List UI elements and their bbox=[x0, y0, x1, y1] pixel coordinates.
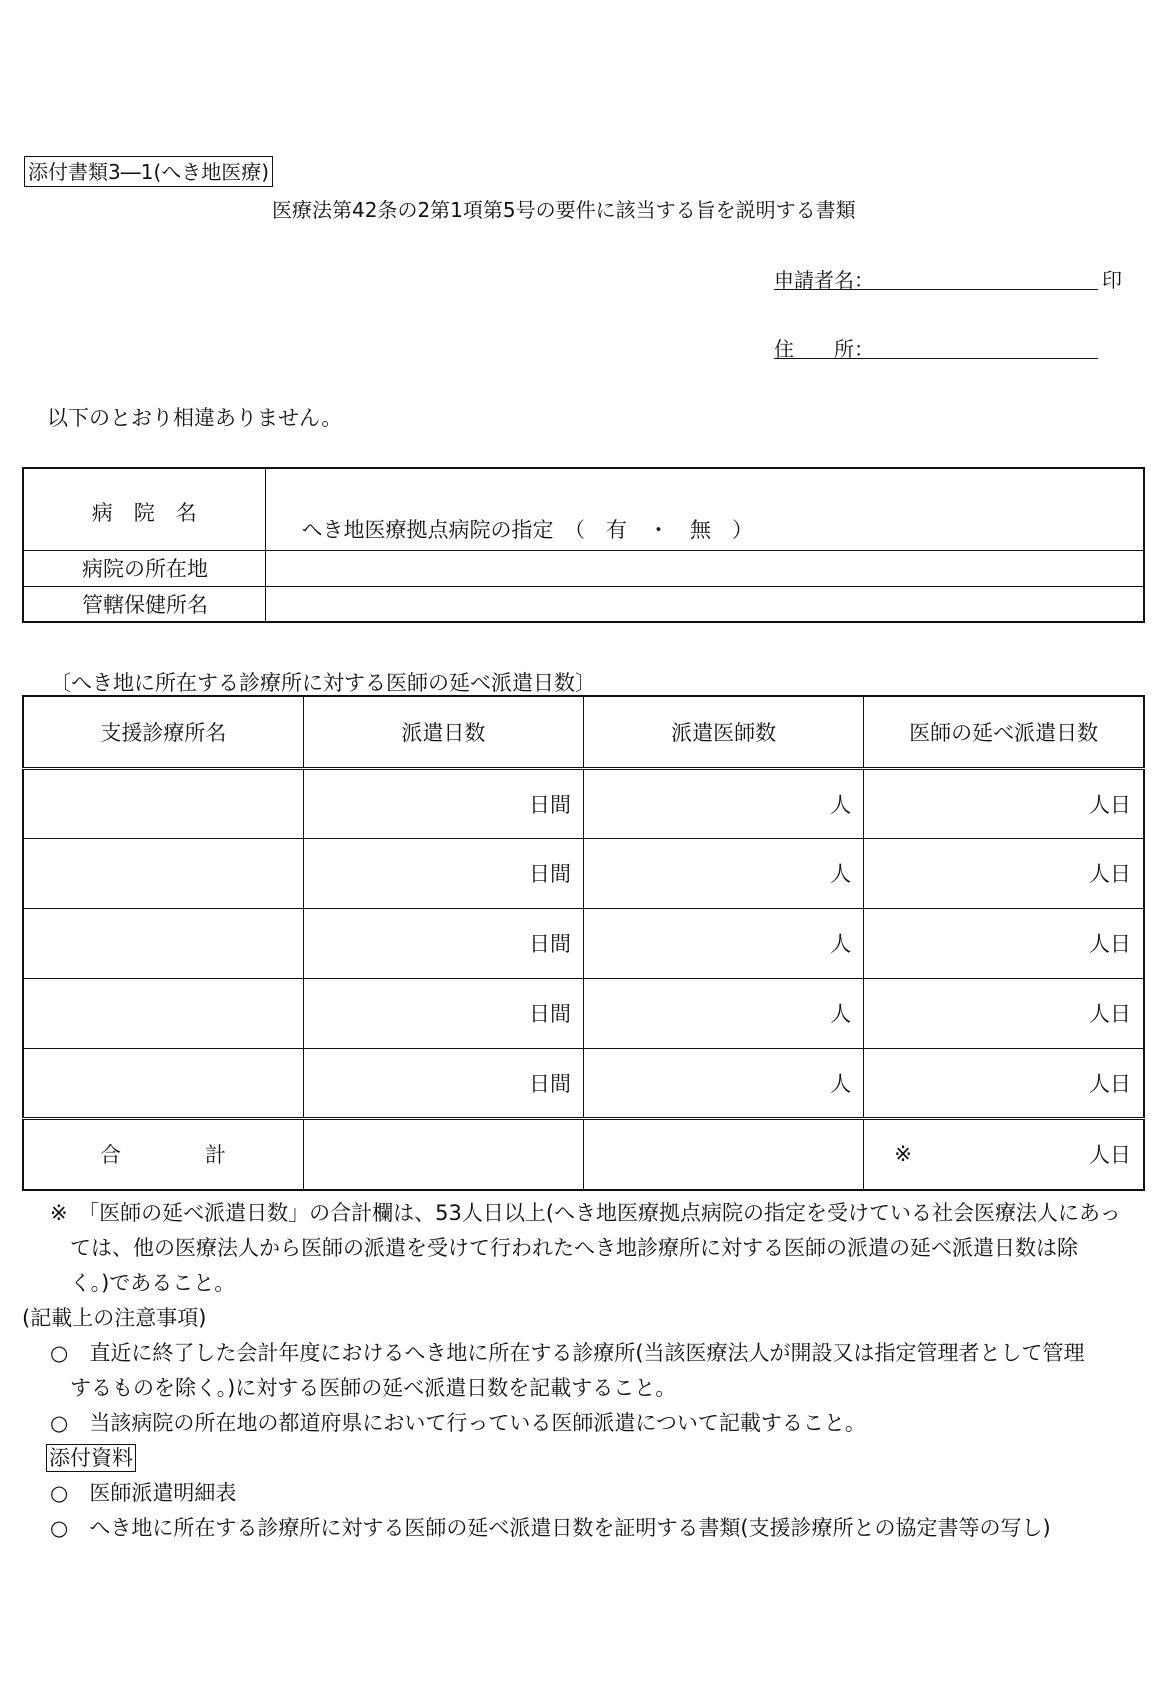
health-center-value[interactable] bbox=[265, 586, 1144, 622]
attachments-heading: 添付資料 bbox=[46, 1444, 136, 1472]
col-dispatch-days: 派遣日数 bbox=[303, 696, 583, 768]
hospital-location-value[interactable] bbox=[265, 550, 1144, 586]
days-cell[interactable]: 日間 bbox=[303, 908, 583, 978]
hospital-info-table bbox=[22, 467, 1145, 623]
doctors-cell[interactable]: 人 bbox=[584, 908, 864, 978]
person-days-cell[interactable]: 人日 bbox=[864, 838, 1144, 908]
doctors-cell[interactable]: 人 bbox=[584, 978, 864, 1048]
hospital-name-row bbox=[23, 468, 1144, 550]
days-cell[interactable]: 日間 bbox=[303, 978, 583, 1048]
days-cell[interactable]: 日間 bbox=[303, 1048, 583, 1118]
hospital-name-value[interactable] bbox=[265, 468, 1144, 550]
attachments-heading-wrap bbox=[46, 1441, 136, 1476]
doctors-cell[interactable]: 人 bbox=[584, 838, 864, 908]
applicant-address-line[interactable] bbox=[774, 358, 1098, 359]
doctors-cell[interactable]: 人 bbox=[584, 1048, 864, 1118]
days-cell[interactable]: 日間 bbox=[303, 838, 583, 908]
hospital-location-row bbox=[23, 550, 1144, 586]
applicant-name-label: 申請者名： bbox=[774, 268, 874, 292]
dispatch-header-row bbox=[23, 696, 1144, 768]
applicant-address-label: 住 所： bbox=[774, 337, 874, 361]
table-row bbox=[23, 1048, 1144, 1118]
total-label: 合 計 bbox=[23, 1118, 303, 1190]
document-tag: 添付書類3―1(へき地医療) bbox=[24, 156, 273, 187]
footnote-line-1: ※ 「医師の延べ派遣日数」の合計欄は、53人日以上(へき地医療拠点病院の指定を受けている社会医療法人にあっ bbox=[50, 1201, 1121, 1225]
clinic-name-cell[interactable] bbox=[23, 768, 303, 838]
seal-mark: 印 bbox=[1102, 268, 1122, 292]
person-days-cell[interactable]: 人日 bbox=[864, 978, 1144, 1048]
hub-hospital-designation: へき地医療拠点病院の指定 （ 有 ・ 無 ） bbox=[301, 517, 753, 542]
document-title: 医療法第42条の2第1項第5号の要件に該当する旨を説明する書類 bbox=[272, 198, 856, 222]
dispatch-days-table bbox=[22, 695, 1145, 1191]
col-dispatched-doctors: 派遣医師数 bbox=[584, 696, 864, 768]
hospital-location-label: 病院の所在地 bbox=[23, 550, 265, 586]
person-days-cell[interactable]: 人日 bbox=[864, 908, 1144, 978]
dispatch-section-heading: 〔へき地に所在する診療所に対する医師の延べ派遣日数〕 bbox=[50, 671, 596, 695]
total-days-cell[interactable] bbox=[303, 1118, 583, 1190]
total-doctors-cell[interactable] bbox=[584, 1118, 864, 1190]
confirmation-statement: 以下のとおり相違ありません。 bbox=[47, 406, 343, 430]
clinic-name-cell[interactable] bbox=[23, 838, 303, 908]
total-person-days-unit: 人日 bbox=[1089, 1143, 1131, 1168]
col-total-person-days: 医師の延べ派遣日数 bbox=[864, 696, 1144, 768]
col-support-clinic: 支援診療所名 bbox=[23, 696, 303, 768]
attachment-1: ○ 医師派遣明細表 bbox=[50, 1481, 237, 1505]
health-center-row bbox=[23, 586, 1144, 622]
health-center-label: 管轄保健所名 bbox=[23, 586, 265, 622]
instruction-1-line-1: ○ 直近に終了した会計年度におけるへき地に所在する診療所(当該医療法人が開設又は指定管理者として管理 bbox=[50, 1341, 1085, 1365]
hospital-name-label: 病 院 名 bbox=[23, 468, 265, 550]
instruction-2: ○ 当該病院の所在地の都道府県において行っている医師派遣について記載すること。 bbox=[50, 1411, 866, 1435]
total-person-days-cell[interactable] bbox=[864, 1118, 1144, 1190]
table-row bbox=[23, 838, 1144, 908]
table-row bbox=[23, 978, 1144, 1048]
applicant-name-line[interactable] bbox=[774, 289, 1098, 290]
instructions-heading: (記載上の注意事項) bbox=[22, 1306, 207, 1330]
instruction-1-line-2: するものを除く。)に対する医師の延べ派遣日数を記載すること。 bbox=[70, 1376, 677, 1400]
person-days-cell[interactable]: 人日 bbox=[864, 768, 1144, 838]
footnote-line-2: ては、他の医療法人から医師の派遣を受けて行われたへき地診療所に対する医師の派遣の延べ派遣日数は除 bbox=[70, 1236, 1078, 1260]
person-days-cell[interactable]: 人日 bbox=[864, 1048, 1144, 1118]
attachment-2: ○ へき地に所在する診療所に対する医師の延べ派遣日数を証明する書類(支援診療所との協定書等の写し) bbox=[50, 1516, 1051, 1540]
table-row bbox=[23, 908, 1144, 978]
clinic-name-cell[interactable] bbox=[23, 908, 303, 978]
clinic-name-cell[interactable] bbox=[23, 978, 303, 1048]
clinic-name-cell[interactable] bbox=[23, 1048, 303, 1118]
total-note-mark: ※ bbox=[894, 1141, 912, 1166]
days-cell[interactable]: 日間 bbox=[303, 768, 583, 838]
footnote-line-3: く。)であること。 bbox=[70, 1271, 236, 1295]
table-row bbox=[23, 768, 1144, 838]
doctors-cell[interactable]: 人 bbox=[584, 768, 864, 838]
total-row bbox=[23, 1118, 1144, 1190]
